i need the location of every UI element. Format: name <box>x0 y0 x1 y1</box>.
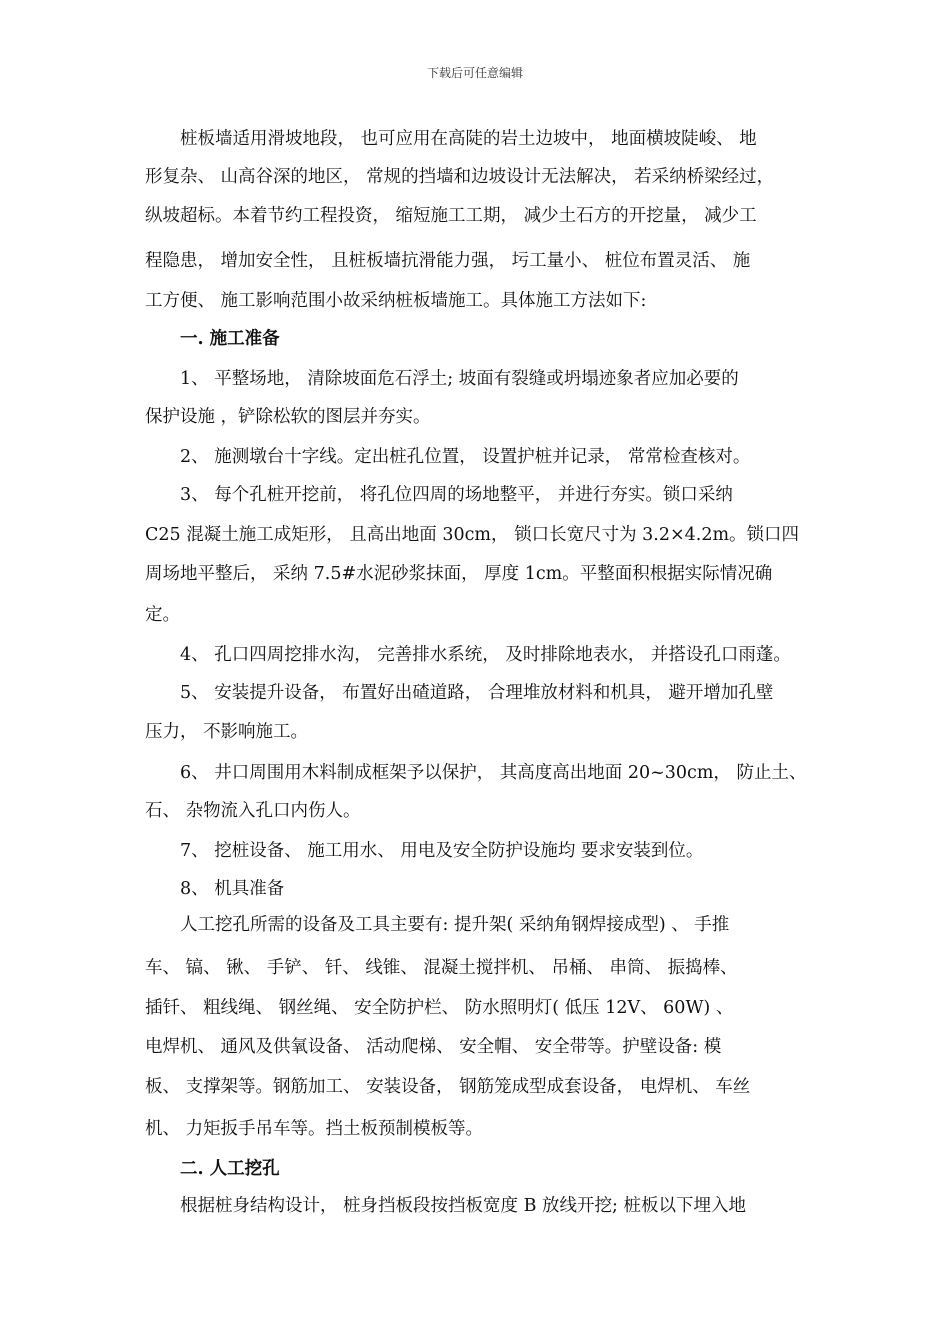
page-header: 下载后可任意编辑 <box>426 66 523 80</box>
paragraph-line: 形复杂、 山高谷深的地区， 常规的挡墙和边坡设计无法解决， 若采纳桥梁经过， <box>145 167 775 187</box>
paragraph-line: 程隐患， 增加安全性， 且桩板墙抗滑能力强， 圬工量小、 桩位布置灵活、 施 <box>145 251 751 271</box>
paragraph-line: 保护设施 ，铲除松软的图层并夯实。 <box>145 407 431 427</box>
paragraph-line: 工方便、 施工影响范围小故采纳桩板墙施工。具体施工方法如下: <box>145 291 647 311</box>
section-heading: 一. 施工准备 <box>180 329 280 349</box>
paragraph-line: 电焊机、 通风及供氧设备、 活动爬梯、 安全帽、 安全带等。护壁设备: 模 <box>145 1037 722 1057</box>
paragraph-line: C25 混凝土施工成矩形， 且高出地面 30cm， 锁口长宽尺寸为 3.2×4.2m。锁口四 <box>145 525 800 545</box>
paragraph-line: 机、 力矩扳手吊车等。挡土板预制模板等。 <box>145 1119 484 1139</box>
paragraph-line: 插钎、 粗线绳、 钢丝绳、 安全防护栏、 防水照明灯( 低压 12V、 60W) 、 <box>145 998 734 1018</box>
paragraph-line: 人工挖孔所需的设备及工具主要有: 提升架( 采纳角钢焊接成型) 、 手推 <box>180 915 730 935</box>
paragraph-line: 板、 支撑架等。钢筋加工、 安装设备， 钢筋笼成型成套设备， 电焊机、 车丝 <box>145 1077 751 1097</box>
paragraph-line: 车、 镐、 锹、 手铲、 钎、 线锥、 混凝土搅拌机、 吊桶、 串筒、 振捣棒、 <box>145 958 738 978</box>
paragraph-line: 桩板墙适用滑坡地段， 也可应用在高陡的岩土边坡中， 地面横坡陡峻、 地 <box>180 129 757 149</box>
paragraph-line: 压力， 不影响施工。 <box>145 722 309 742</box>
paragraph-line: 5、 安装提升设备， 布置好出碴道路， 合理堆放材料和机具， 避开增加孔壁 <box>180 683 774 703</box>
paragraph-line: 纵坡超标。本着节约工程投资， 缩短施工工期， 减少土石方的开挖量， 减少工 <box>145 206 757 226</box>
paragraph-line: 根据桩身结构设计， 桩身挡板段按挡板宽度 B 放线开挖; 桩板以下埋入地 <box>180 1196 747 1216</box>
paragraph-line: 1、 平整场地， 清除坡面危石浮土; 坡面有裂缝或坍塌迹象者应加必要的 <box>180 369 739 389</box>
paragraph-line: 2、 施测墩台十字线。定出桩孔位置， 设置护桩并记录， 常常检查核对。 <box>180 447 751 467</box>
paragraph-line: 3、 每个孔桩开挖前， 将孔位四周的场地整平， 并进行夯实。锁口采纳 <box>180 485 733 505</box>
paragraph-line: 4、 孔口四周挖排水沟， 完善排水系统， 及时排除地表水， 并搭设孔口雨蓬。 <box>180 645 791 665</box>
paragraph-line: 6、 井口周围用木料制成框架予以保护， 其高度高出地面 20~30cm， 防止土、 <box>180 763 807 783</box>
section-heading: 二. 人工挖孔 <box>180 1159 280 1179</box>
paragraph-line: 7、 挖桩设备、 施工用水、 用电及安全防护设施均 要求安装到位。 <box>180 841 704 861</box>
paragraph-line: 石、 杂物流入孔口内伤人。 <box>145 801 361 821</box>
paragraph-line: 周场地平整后， 采纳 7.5#水泥砂浆抹面， 厚度 1cm。平整面积根据实际情况确 <box>145 564 773 584</box>
paragraph-line: 8、 机具准备 <box>180 879 285 899</box>
paragraph-line: 定。 <box>145 605 180 625</box>
